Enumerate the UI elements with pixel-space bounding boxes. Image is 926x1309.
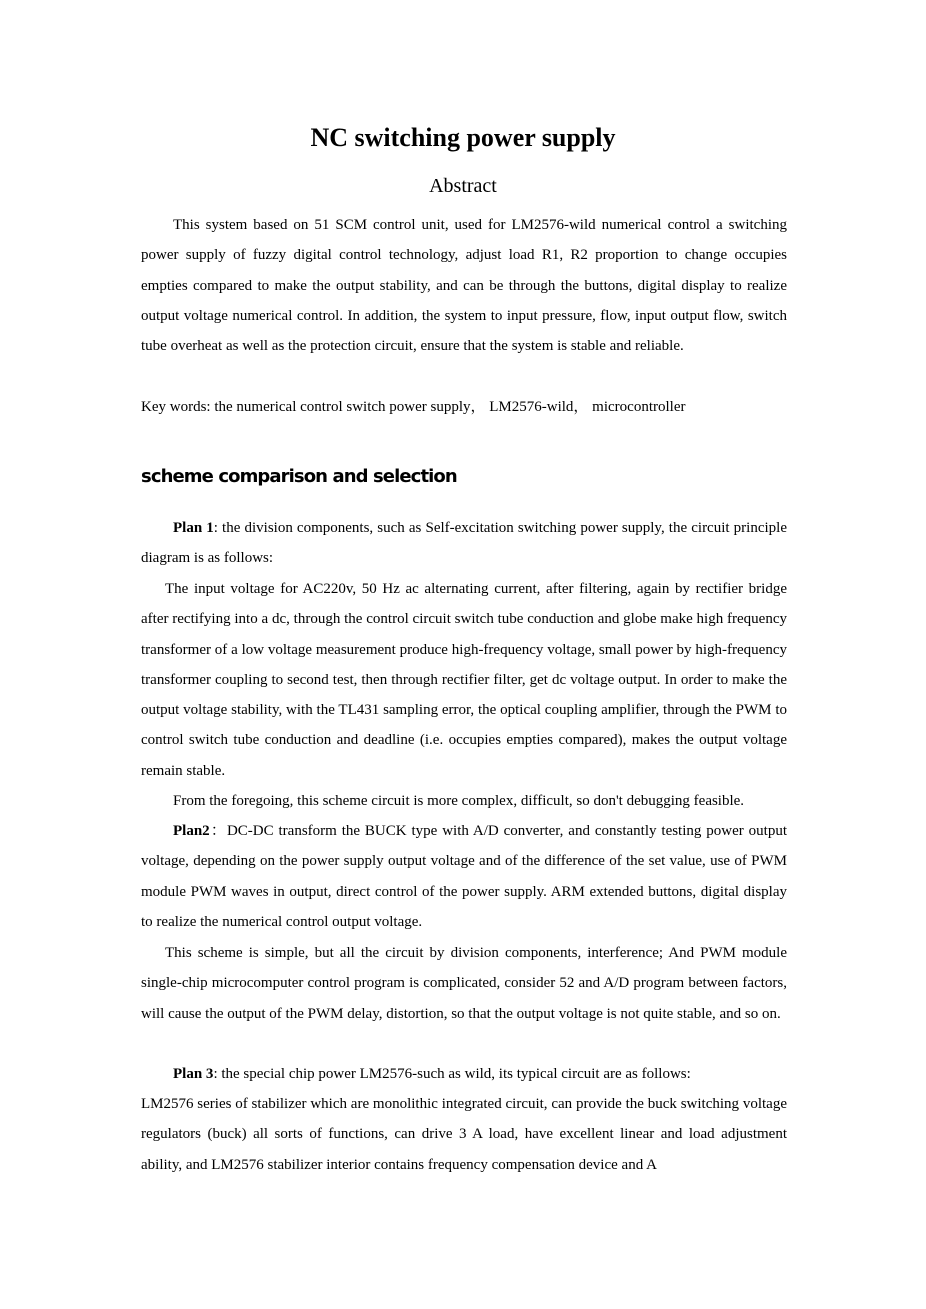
plan3-text: : the special chip power LM2576-such as wild, its typical circuit are as follows:: [213, 1066, 691, 1082]
plan3-paragraph: [141, 1059, 787, 1089]
section-heading: scheme comparison and selection: [141, 466, 457, 487]
keywords-line: Key words: the numerical control switch power supply， LM2576-wild， microcontroller: [141, 399, 686, 415]
plan2-detail-paragraph: This scheme is simple, but all the circuit by division components, interference; And PWM module single-chip microcomputer control program is complicated, consider 52 and A/D program between factors, will cause the output of the PWM delay, distortion, so that the output voltage is not quite stable, and so on.: [141, 945, 787, 1022]
plan1-detail-paragraph: The input voltage for AC220v, 50 Hz ac alternating current, after filtering, again by rectifier bridge after rectifying into a dc, through the control circuit switch tube conduction and globe make high frequency transformer of a low voltage measurement produce high-frequency voltage, small power by high-frequency transformer coupling to second test, then through rectifier filter, get dc voltage output. In order to make the output voltage stability, with the TL431 sampling error, the optical coupling amplifier, through the PWM to control switch tube conduction and deadline (i.e. occupies empties compared), makes the output voltage remain stable.: [141, 581, 787, 779]
abstract-heading: Abstract: [429, 175, 497, 197]
plan1-conclusion-paragraph: From the foregoing, this scheme circuit is more complex, difficult, so don't debugging feasible.: [173, 793, 745, 809]
plan1-paragraph: [141, 513, 787, 574]
plan3-detail-paragraph: LM2576 series of stabilizer which are monolithic integrated circuit, can provide the buck switching voltage regulators (buck) all sorts of functions, can drive 3 A load, have excellent linear and load adjustment ability, and LM2576 stabilizer interior contains frequency compensation device and A: [141, 1096, 787, 1173]
plan1-label: Plan 1: [173, 520, 214, 536]
plan3-label: Plan 3: [173, 1066, 214, 1082]
document-title: NC switching power supply: [310, 123, 616, 152]
plan2-label: Plan2: [173, 823, 210, 839]
plan2-text: ：DC-DC transform the BUCK type with A/D converter, and constantly testing power output voltage, depending on the power supply output voltage and of the difference of the set value, use of PWM module PWM waves in output, direct control of the power supply. ARM extended buttons, digital display to realize the numerical control output voltage.: [141, 823, 787, 930]
plan2-paragraph: [141, 816, 787, 937]
abstract-paragraph: This system based on 51 SCM control unit, used for LM2576-wild numerical control a switching power supply of fuzzy digital control technology, adjust load R1, R2 proportion to change occupies empties compared to make the output stability, and can be through the buttons, digital display to realize output voltage numerical control. In addition, the system to input pressure, flow, input output flow, switch tube overheat as well as the protection circuit, ensure that the system is stable and reliable.: [141, 217, 787, 355]
plan1-text: : the division components, such as Self-excitation switching power supply, the circuit principle diagram is as follows:: [141, 520, 787, 567]
